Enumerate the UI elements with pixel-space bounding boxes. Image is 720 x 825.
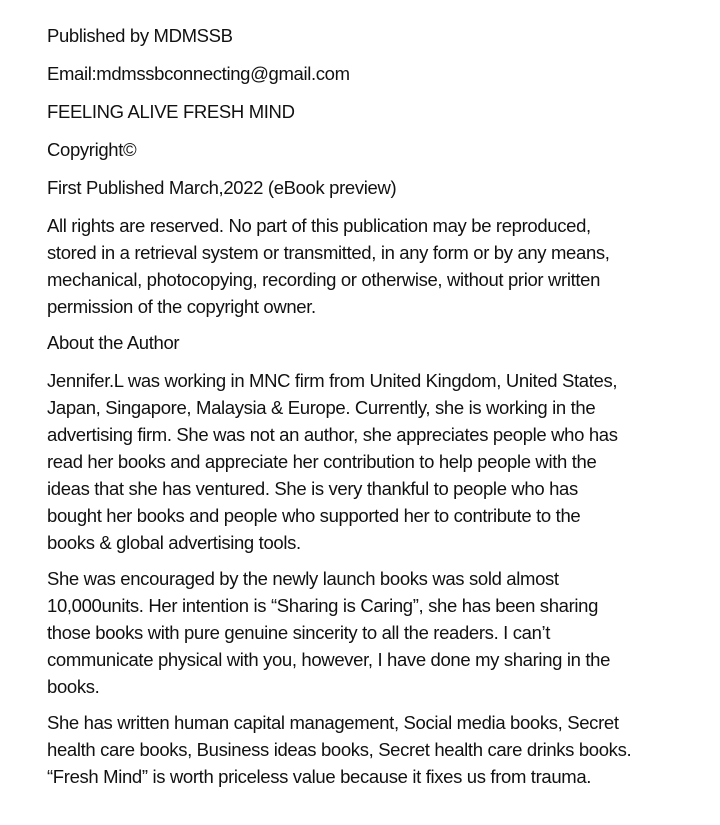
- rights-paragraph: [47, 212, 697, 320]
- paragraph-line: ideas that she has ventured. She is very thankful to people who has: [47, 478, 578, 499]
- rights-line: mechanical, photocopying, recording or otherwise, without prior written: [47, 269, 601, 290]
- paragraph-line: Japan, Singapore, Malaysia & Europe. Currently, she is working in the: [47, 397, 596, 418]
- rights-line: permission of the copyright owner.: [47, 296, 316, 317]
- paragraph-line: She has written human capital management, Social media books, Secret: [47, 712, 619, 733]
- copyright-line: Copyright©: [47, 139, 137, 160]
- paragraph-line: communicate physical with you, however, I have done my sharing in the: [47, 649, 611, 670]
- paragraph-line: health care books, Business ideas books, Secret health care drinks books.: [47, 739, 632, 760]
- rights-line: All rights are reserved. No part of this publication may be reproduced,: [47, 215, 591, 236]
- about-paragraph-2: [47, 565, 697, 700]
- paragraph-line: those books with pure genuine sincerity to all the readers. I can’t: [47, 622, 551, 643]
- paragraph-line: “Fresh Mind” is worth priceless value because it fixes us from trauma.: [47, 766, 592, 787]
- first-published-line: First Published March,2022 (eBook preview): [47, 177, 397, 198]
- email-line: Email:mdmssbconnecting@gmail.com: [47, 63, 350, 84]
- document-page: [47, 22, 697, 799]
- paragraph-line: books.: [47, 676, 100, 697]
- paragraph-line: She was encouraged by the newly launch books was sold almost: [47, 568, 559, 589]
- paragraph-line: books & global advertising tools.: [47, 532, 301, 553]
- paragraph-line: 10,000units. Her intention is “Sharing is Caring”, she has been sharing: [47, 595, 599, 616]
- paragraph-line: Jennifer.L was working in MNC firm from United Kingdom, United States,: [47, 370, 618, 391]
- book-title: FEELING ALIVE FRESH MIND: [47, 101, 295, 122]
- publisher-line: Published by MDMSSB: [47, 25, 233, 46]
- about-paragraph-3: [47, 709, 697, 790]
- paragraph-line: advertising firm. She was not an author, she appreciates people who has: [47, 424, 618, 445]
- about-paragraph-1: [47, 367, 697, 556]
- about-heading: About the Author: [47, 332, 180, 353]
- paragraph-line: bought her books and people who supported her to contribute to the: [47, 505, 581, 526]
- rights-line: stored in a retrieval system or transmitted, in any form or by any means,: [47, 242, 610, 263]
- paragraph-line: read her books and appreciate her contribution to help people with the: [47, 451, 597, 472]
